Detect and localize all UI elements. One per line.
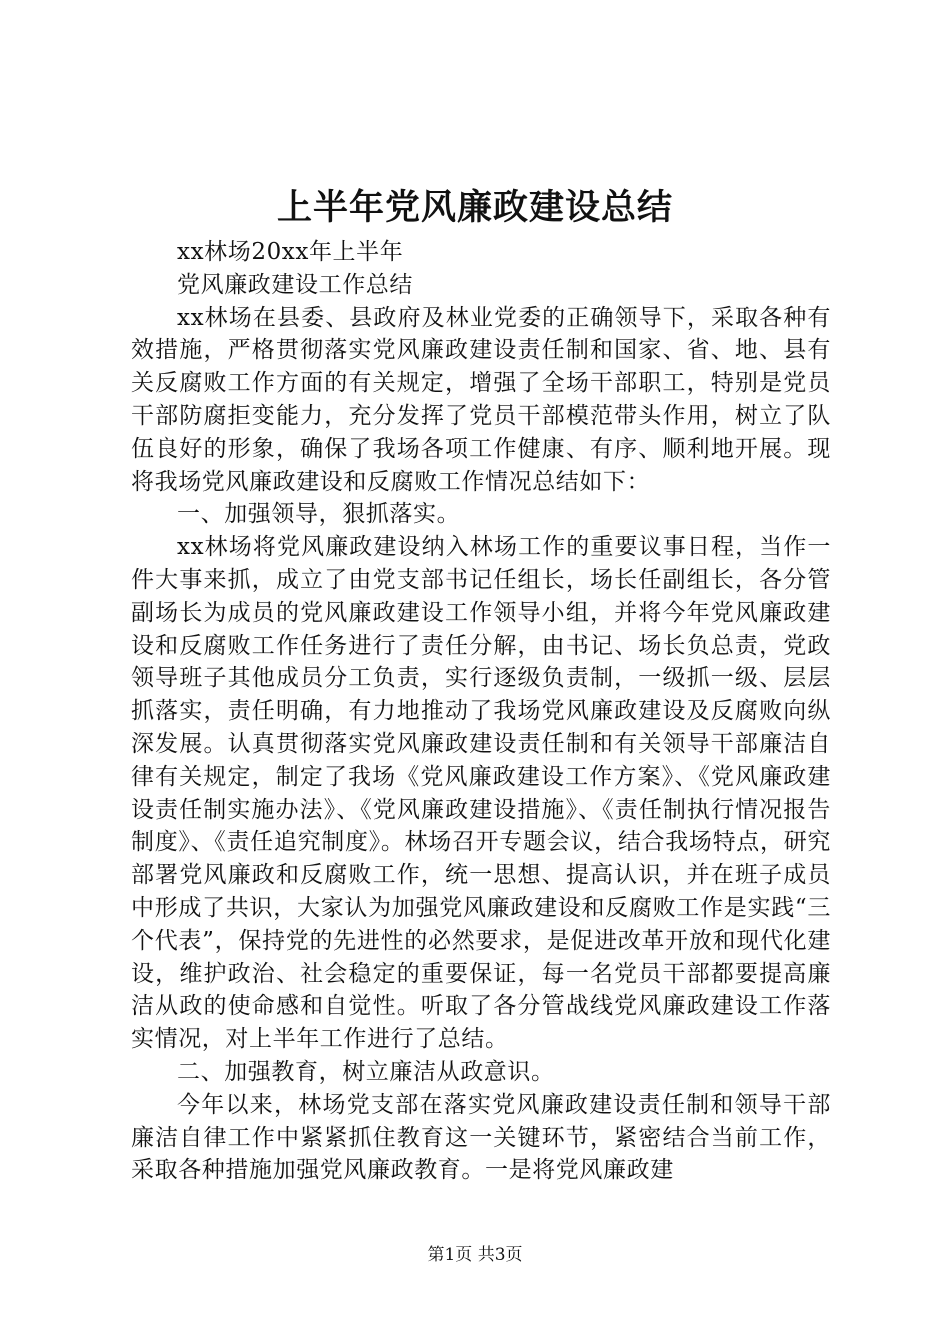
page-footer: 第1页 共3页	[427, 1245, 523, 1265]
paragraph-header-line-2: 党风廉政建设工作总结	[177, 271, 413, 298]
paragraph-section-1: xx林场将党风廉政建设纳入林场工作的重要议事日程，当作一件大事来抓，成立了由党支部书记任组长，场长任副组长，各分管副场长为成员的党风廉政建设工作领导小组，并将今年党风廉政建设和反腐败工作任务进行了责任分解，由书记、场长负总责，党政领导班子其他成员分工负责，实行逐级负责制，一级抓一级、层层抓落实，责任明确，有力地推动了我场党风廉政建设及反腐败向纵深发展。认真贯彻落实党风廉政建设责任制和有关领导干部廉洁自律有关规定，制定了我场《党风廉政建设工作方案》、《党风廉政建设责任制实施办法》、《党风廉政建设措施》、《责任制执行情况报告制度》、《责任追究制度》。林场召开专题会议，结合我场特点，研究部署党风廉政和反腐败工作，统一思想、提高认识，并在班子成员中形成了共识，大家认为加强党风廉政建设和反腐败工作是实践“三个代表”，保持党的先进性的必然要求，是促进改革开放和现代化建设，维护政治、社会稳定的重要保证，每一名党员干部都要提高廉洁从政的使命感和自觉性。听取了各分管战线党风廉政建设工作落实情况，对上半年工作进行了总结。	[131, 534, 831, 1053]
paragraph-intro: xx林场在县委、县政府及林业党委的正确领导下，采取各种有效措施，严格贯彻落实党风廉政建设责任制和国家、省、地、县有关反腐败工作方面的有关规定，增强了全场干部职工，特别是党员干部防腐拒变能力，充分发挥了党员干部模范带头作用，树立了队伍良好的形象，确保了我场各项工作健康、有序、顺利地开展。现将我场党风廉政建设和反腐败工作情况总结如下：	[131, 304, 831, 495]
section-heading-2: 二、加强教育，树立廉洁从政意识。	[177, 1058, 555, 1085]
paragraph-section-2: 今年以来，林场党支部在落实党风廉政建设责任制和领导干部廉洁自律工作中紧紧抓住教育这一关键环节，紧密结合当前工作，采取各种措施加强党风廉政教育。一是将党风廉政建	[131, 1091, 831, 1184]
section-heading-1: 一、加强领导，狠抓落实。	[177, 501, 461, 528]
document-body	[131, 236, 831, 1187]
document-title: 上半年党风廉政建设总结	[276, 187, 673, 228]
paragraph-header-line-1: xx林场20xx年上半年	[177, 239, 404, 265]
